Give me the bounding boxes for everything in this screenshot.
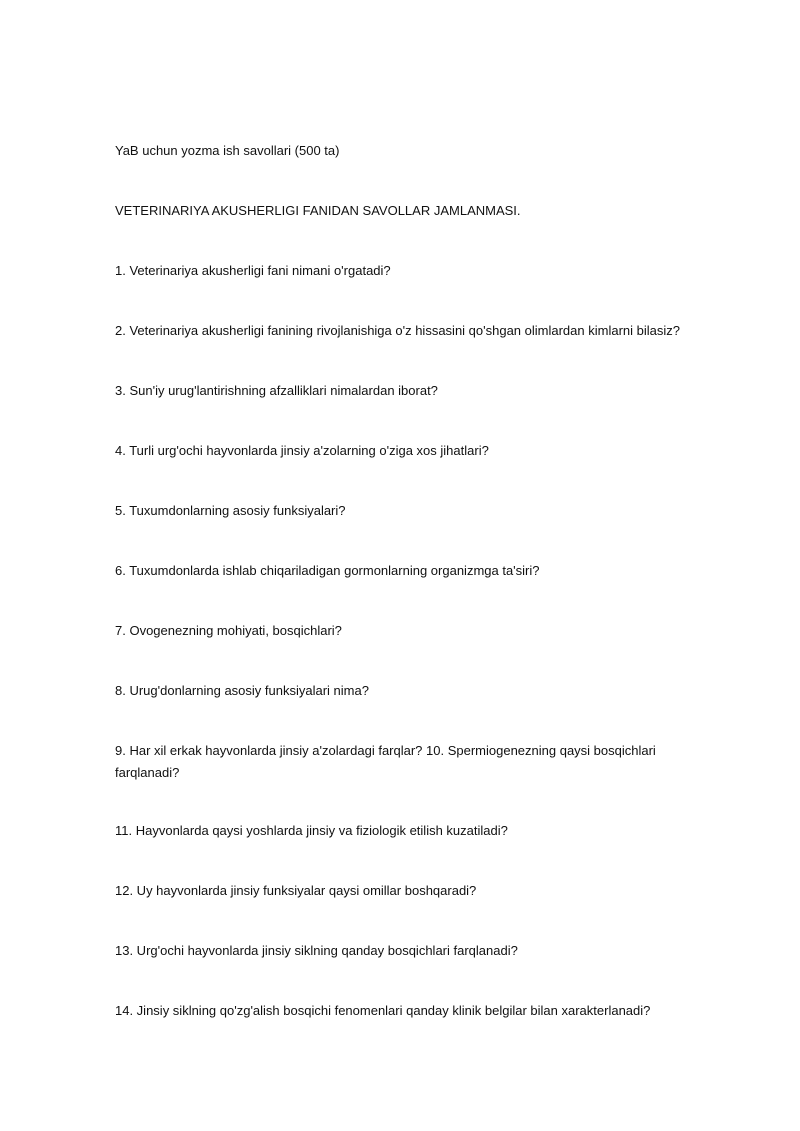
document-title: YaB uchun yozma ish savollari (500 ta) (115, 143, 340, 158)
question-12: 12. Uy hayvonlarda jinsiy funksiyalar qaysi omillar boshqaradi? (115, 883, 477, 898)
question-7: 7. Ovogenezning mohiyati, bosqichlari? (115, 623, 342, 638)
question-11: 11. Hayvonlarda qaysi yoshlarda jinsiy va fiziologik etilish kuzatiladi? (115, 823, 508, 838)
question-13: 13. Urg'ochi hayvonlarda jinsiy siklning qanday bosqichlari farqlanadi? (115, 943, 518, 958)
question-3: 3. Sun'iy urug'lantirishning afzalliklari nimalardan iborat? (115, 383, 438, 398)
question-9-10: 9. Har xil erkak hayvonlarda jinsiy a'zolardagi farqlar? 10. Spermiogenezning qaysi bosqichlari farqlanadi? (115, 743, 656, 780)
question-14: 14. Jinsiy siklning qo'zg'alish bosqichi fenomenlari qanday klinik belgilar bilan xarakterlanadi? (115, 1003, 651, 1018)
question-6: 6. Tuxumdonlarda ishlab chiqariladigan gormonlarning organizmga ta'siri? (115, 563, 540, 578)
question-1: 1. Veterinariya akusherligi fani nimani o'rgatadi? (115, 263, 391, 278)
question-5: 5. Tuxumdonlarning asosiy funksiyalari? (115, 503, 346, 518)
question-4: 4. Turli urg'ochi hayvonlarda jinsiy a'zolarning o'ziga xos jihatlari? (115, 443, 489, 458)
question-2: 2. Veterinariya akusherligi fanining rivojlanishiga o'z hissasini qo'shgan olimlardan kimlarni bilasiz? (115, 323, 680, 338)
document-heading: VETERINARIYA AKUSHERLIGI FANIDAN SAVOLLAR JAMLANMASI. (115, 203, 521, 218)
question-8: 8. Urug'donlarning asosiy funksiyalari nima? (115, 683, 369, 698)
